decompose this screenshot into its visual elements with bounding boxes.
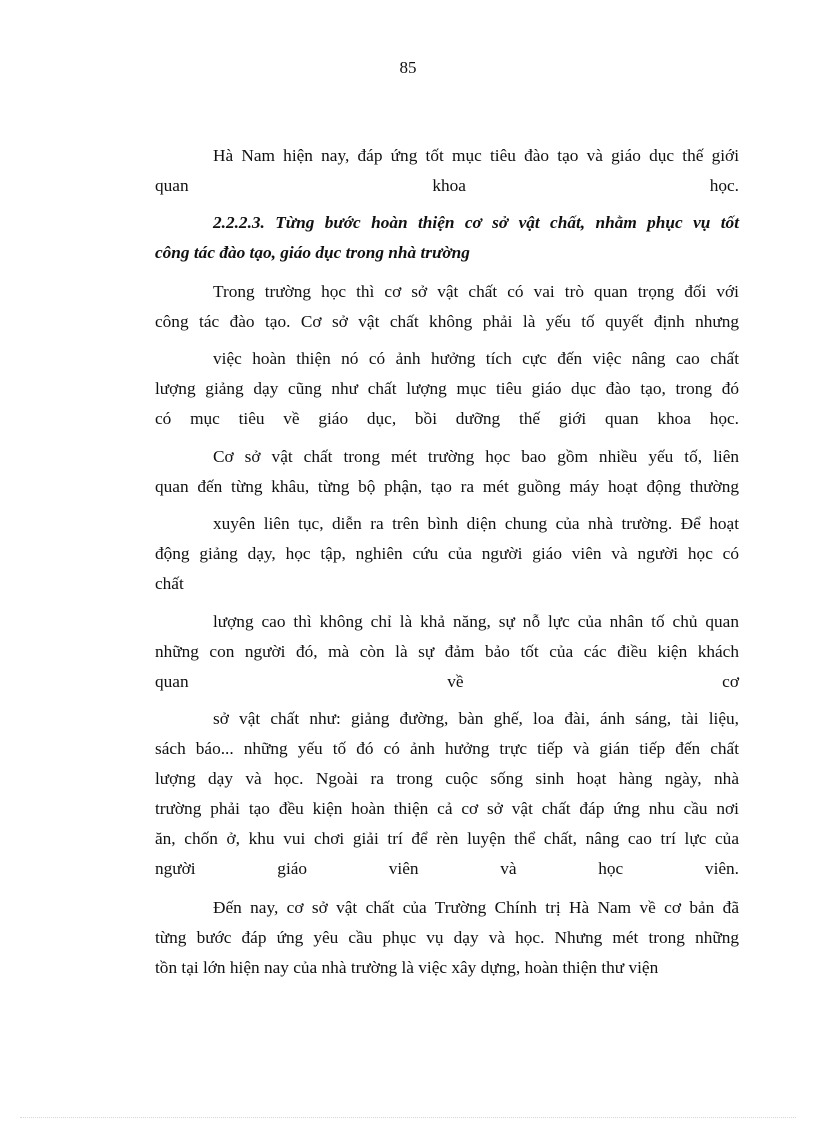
footer-divider bbox=[20, 1117, 796, 1118]
text-line: có mục tiêu về giáo dục, bồi dưỡng thế giới quan khoa học. bbox=[155, 409, 739, 428]
text-line: động giảng dạy, học tập, nghiên cứu của người giáo viên và người học có bbox=[155, 544, 739, 563]
text-line: những con người đó, mà còn là sự đảm bảo tốt của các điều kiện khách bbox=[155, 642, 739, 661]
text-line: Hà Nam hiện nay, đáp ứng tốt mục tiêu đào tạo và giáo dục thế giới bbox=[213, 146, 739, 165]
text-line: Cơ sở vật chất trong mét trường học bao gồm nhiều yếu tố, liên bbox=[213, 447, 739, 466]
text-line: từng bước đáp ứng yêu cầu phục vụ dạy và học. Nhưng mét trong những bbox=[155, 928, 739, 947]
section-heading: 2.2.2.3. Từng bước hoàn thiện cơ sở vật chất, nhằm phục vụ tốt bbox=[213, 213, 739, 232]
text-line: ăn, chốn ở, khu vui chơi giải trí để rèn luyện thể chất, nâng cao trí lực của bbox=[155, 829, 739, 848]
text-line: Đến nay, cơ sở vật chất của Trường Chính trị Hà Nam về cơ bản đã bbox=[213, 898, 739, 917]
text-line: chất bbox=[155, 574, 184, 593]
section-heading: công tác đào tạo, giáo dục trong nhà trường bbox=[155, 243, 470, 262]
text-line: sách báo... những yếu tố đó có ảnh hưởng trực tiếp và gián tiếp đến chất bbox=[155, 739, 739, 758]
text-line: quan khoa học. bbox=[155, 176, 739, 195]
text-line: sở vật chất như: giảng đường, bàn ghế, loa đài, ánh sáng, tài liệu, bbox=[213, 709, 739, 728]
text-line: Trong trường học thì cơ sở vật chất có vai trò quan trọng đối với bbox=[213, 282, 739, 301]
text-line: tồn tại lớn hiện nay của nhà trường là việc xây dựng, hoàn thiện thư viện bbox=[155, 958, 659, 977]
text-line: việc hoàn thiện nó có ảnh hưởng tích cực đến việc nâng cao chất bbox=[213, 349, 739, 368]
text-line: lượng dạy và học. Ngoài ra trong cuộc sống sinh hoạt hàng ngày, nhà bbox=[155, 769, 739, 788]
text-line: quan đến từng khâu, từng bộ phận, tạo ra mét guồng máy hoạt động thường bbox=[155, 477, 739, 496]
text-line: lượng giảng dạy cũng như chất lượng mục tiêu giáo dục đào tạo, trong đó bbox=[155, 379, 739, 398]
text-line: công tác đào tạo. Cơ sở vật chất không phải là yếu tố quyết định nhưng bbox=[155, 312, 739, 331]
text-line: lượng cao thì không chỉ là khả năng, sự nỗ lực của nhân tố chủ quan bbox=[213, 612, 739, 631]
text-line: người giáo viên và học viên. bbox=[155, 859, 739, 878]
text-line: trường phải tạo đều kiện hoàn thiện cả cơ sở vật chất đáp ứng nhu cầu nơi bbox=[155, 799, 739, 818]
page-number: 85 bbox=[399, 58, 417, 77]
text-line: xuyên liên tục, diễn ra trên bình diện chung của nhà trường. Để hoạt bbox=[213, 514, 739, 533]
text-line: quan về cơ bbox=[155, 672, 739, 691]
